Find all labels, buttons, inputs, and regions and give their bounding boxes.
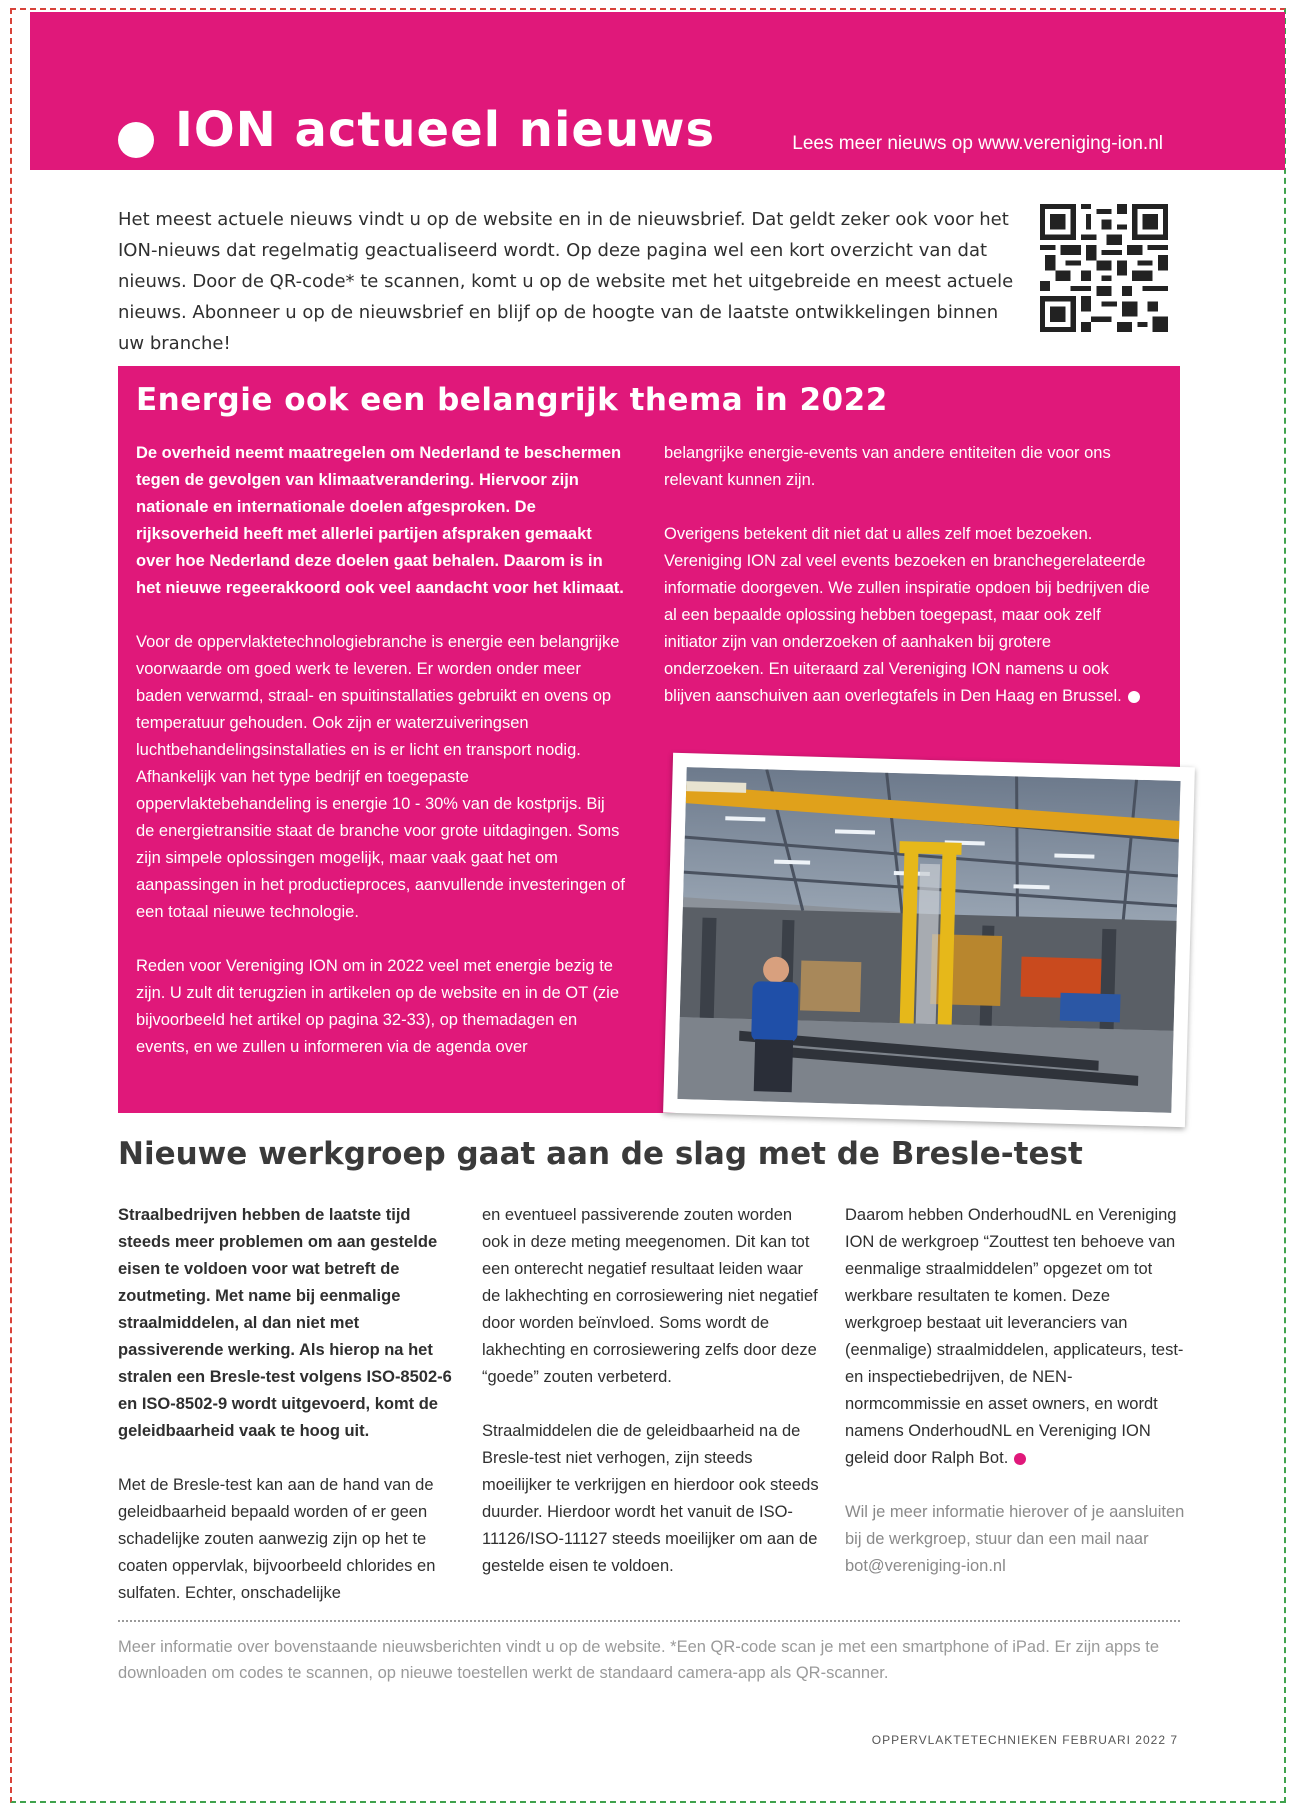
- divider: [118, 1620, 1180, 1622]
- article-bresle-paragraph: en eventueel passiverende zouten worden ook in deze meting meegenomen. Dit kan tot een onterecht negatief resultaat leiden waar de lakhechting en corrosiewering niet negatief door worden beïnvloed. Soms wordt de lakhechting en corrosiewering zelfs door deze “goede” zouten verbeterd.: [482, 1206, 818, 1386]
- contact-paragraph[interactable]: Wil je meer informatie hierover of je aansluiten bij de werkgroep, stuur dan een mail naar bot@vereniging-ion.nl: [845, 1503, 1185, 1575]
- article-bresle-paragraph: Daarom hebben OnderhoudNL en Vereniging ION de werkgroep “Zouttest ten behoeve van eenmalige straalmiddelen” opgezet om tot werkbare resultaten te komen. Deze werkgroep bestaat uit leveranciers van (eenmalige) straalmiddelen, applicateurs, test- en inspectiebedrijven, de NEN-normcommissie en asset owners, en wordt namens OnderhoudNL en Vereniging ION geleid door Ralph Bot.: [845, 1206, 1184, 1467]
- article-energy-paragraph: Reden voor Vereniging ION om in 2022 veel met energie bezig te zijn. U zult dit terugzien in artikelen op de website en in de OT (zie bijvoorbeeld het artikel op pagina 32-33), op themadagen en events, en we zullen u informeren via de agenda over: [136, 957, 620, 1056]
- article-bresle-col-1: [118, 1202, 458, 1634]
- article-energy-paragraph: Voor de oppervlaktetechnologiebranche is energie een belangrijke voorwaarde om goed werk te leveren. Er worden onder meer baden verwarmd, straal- en spuitinstallaties gebruikt en ovens op temperatuur gehouden. Ook zijn er waterzuiveringsen luchtbehandelingsinstallaties en is er licht en transport nodig. Afhankelijk van het type bedrijf en toegepaste oppervlaktebehandeling is energie 10 - 30% van de kostprijs. Bij de energietransitie staat de branche voor grote uitdagingen. Soms zijn simpele oplossingen mogelijk, maar vaak gaat het om aanpassingen in het productieproces, aanvullende investeringen of een totaal nieuwe technologie.: [136, 633, 625, 921]
- article-energy-title: Energie ook een belangrijk thema in 2022: [136, 382, 888, 418]
- website-link[interactable]: Lees meer nieuws op www.vereniging-ion.nl: [792, 133, 1163, 154]
- bullet-dot-icon: [118, 122, 154, 158]
- intro-text: Het meest actuele nieuws vindt u op de website en in de nieuwsbrief. Dat geldt zeker ook voor het ION-nieuws dat regelmatig geactualiseerd wordt. Op deze pagina wel een kort overzicht van dat nieuws. Door de QR-code* te scannen, komt u op de website met het uitgebreide en meest actuele nieuws. Abonneer u op de nieuwsbrief en blijf op de hoogte van de laatste ontwikkelingen binnen uw branche!: [118, 209, 1014, 354]
- article-energy-paragraph: belangrijke energie-events van andere entiteiten die voor ons relevant kunnen zijn.: [664, 444, 1111, 489]
- article-bresle-col-2: [482, 1202, 822, 1607]
- article-energy-lead: De overheid neemt maatregelen om Nederland te beschermen tegen de gevolgen van klimaatverandering. Hiervoor zijn nationale en internationale doelen afgesproken. De rijksoverheid heeft met allerlei partijen afspraken gemaakt over hoe Nederland deze doelen gaat behalen. Daarom is in het nieuwe regeerakkoord ook veel aandacht voor het klimaat.: [136, 444, 624, 597]
- factory-photo: [663, 753, 1195, 1127]
- section-title: ION actueel nieuws: [175, 102, 716, 158]
- article-bresle-lead: Straalbedrijven hebben de laatste tijd steeds meer problemen om aan gestelde eisen te voldoen voor wat betreft de zoutmeting. Met name bij eenmalige straalmiddelen, al dan niet met passiverende werking. Als hierop na het stralen een Bresle-test volgens ISO-8502-6 en ISO-8502-9 wordt uitgevoerd, komt de geleidbaarheid vaak te hoog uit.: [118, 1206, 452, 1440]
- section-header: [30, 12, 1285, 170]
- end-of-article-icon: [1128, 691, 1140, 703]
- qr-code-icon[interactable]: [1040, 204, 1168, 332]
- article-bresle-col-3: [845, 1202, 1185, 1607]
- article-bresle-title: Nieuwe werkgroep gaat aan de slag met de Bresle-test: [118, 1136, 1083, 1172]
- factory-hall-image: [677, 767, 1180, 1113]
- article-energy-col-right: [664, 440, 1154, 737]
- article-bresle-paragraph: Met de Bresle-test kan aan de hand van de geleidbaarheid bepaald worden of er geen schadelijke zouten aanwezig zijn op het te coaten oppervlak, bijvoorbeeld chlorides en sulfaten. Echter, onschadelijke: [118, 1476, 436, 1602]
- page-footer: OPPERVLAKTETECHNIEKEN FEBRUARI 2022 7: [871, 1733, 1178, 1747]
- end-of-article-icon: [1014, 1453, 1026, 1465]
- article-energy-paragraph: Overigens betekent dit niet dat u alles zelf moet bezoeken. Vereniging ION zal veel events bezoeken en branchegerelateerde informatie doorgeven. We zullen inspiratie opdoen bij bedrijven die al een bepaalde oplossing hebben toegepast, maar ook zelf initiator zijn van onderzoeken of aanhaken bij grotere onderzoeken. En uiteraard zal Vereniging ION namens u ook blijven aanschuiven aan overlegtafels in Den Haag en Brussel.: [664, 525, 1150, 705]
- footnote: Meer informatie over bovenstaande nieuwsberichten vindt u op de website. *Een QR-code scan je met een smartphone of iPad. Er zijn apps te downloaden om codes te scannen, op nieuwe toestellen werkt de standaard camera-app als QR-scanner.: [118, 1638, 1159, 1682]
- article-bresle-paragraph: Straalmiddelen die de geleidbaarheid na de Bresle-test niet verhogen, zijn steeds moeilijker te verkrijgen en hierdoor ook steeds duurder. Hierdoor wordt het vanuit de ISO-11126/ISO-11127 steeds moeilijker om aan de gestelde eisen te voldoen.: [482, 1422, 819, 1575]
- article-energy-col-left: [136, 440, 626, 1088]
